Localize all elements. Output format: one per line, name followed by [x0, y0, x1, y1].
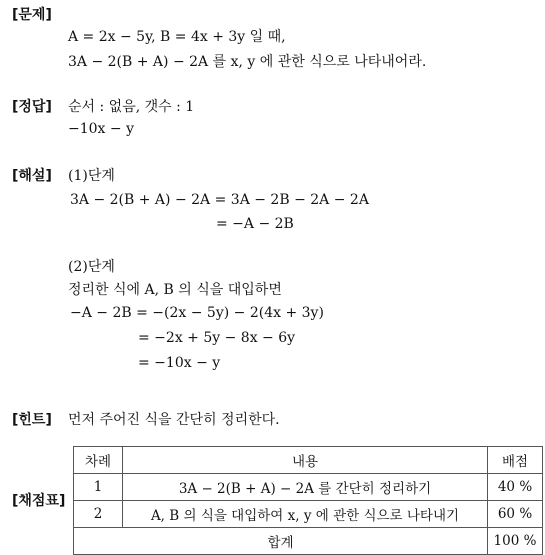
- step2-title: (2)단계: [68, 259, 115, 275]
- header-order: 차례: [74, 447, 123, 474]
- row-order: 1: [74, 474, 123, 501]
- step2-equation-1: −A − 2B = −(2x − 5y) − 2(4x + 3y): [70, 305, 324, 321]
- total-label: 합계: [74, 528, 488, 555]
- step1-title: (1)단계: [68, 168, 115, 184]
- header-score: 배점: [488, 447, 543, 474]
- row-order: 2: [74, 501, 123, 528]
- rubric-label: [채점표]: [12, 493, 66, 509]
- hint-text: 먼저 주어진 식을 간단히 정리한다.: [68, 412, 280, 428]
- solution-label: [해설]: [12, 168, 52, 184]
- step2-equation-3: = −10x − y: [138, 355, 221, 371]
- rubric-header-row: [74, 447, 543, 474]
- step2-equation-2: = −2x + 5y − 8x − 6y: [138, 330, 296, 346]
- step2-text: 정리한 식에 A, B 의 식을 대입하면: [68, 282, 282, 298]
- row-content: 3A − 2(B + A) − 2A 를 간단히 정리하기: [123, 474, 488, 501]
- row-score: 40 %: [488, 474, 543, 501]
- table-row: [74, 501, 543, 528]
- row-content: A, B 의 식을 대입하여 x, y 에 관한 식으로 나타내기: [123, 501, 488, 528]
- answer-count: 순서 : 없음, 갯수 : 1: [68, 99, 195, 115]
- step1-equation-2: = −A − 2B: [216, 216, 294, 232]
- hint-label: [힌트]: [12, 412, 52, 428]
- problem-line-1: A = 2x − 5y, B = 4x + 3y 일 때,: [68, 29, 286, 45]
- problem-line-2: 3A − 2(B + A) − 2A 를 x, y 에 관한 식으로 나타내어라.: [68, 54, 427, 70]
- step1-equation-1: 3A − 2(B + A) − 2A = 3A − 2B − 2A − 2A: [70, 192, 369, 208]
- total-row: [74, 528, 543, 555]
- header-content: 내용: [123, 447, 488, 474]
- row-score: 60 %: [488, 501, 543, 528]
- table-row: [74, 474, 543, 501]
- total-score: 100 %: [488, 528, 543, 555]
- rubric-table: [73, 446, 543, 555]
- problem-label: [문제]: [12, 7, 52, 23]
- answer-value: −10x − y: [68, 121, 134, 137]
- answer-label: [정답]: [12, 99, 52, 115]
